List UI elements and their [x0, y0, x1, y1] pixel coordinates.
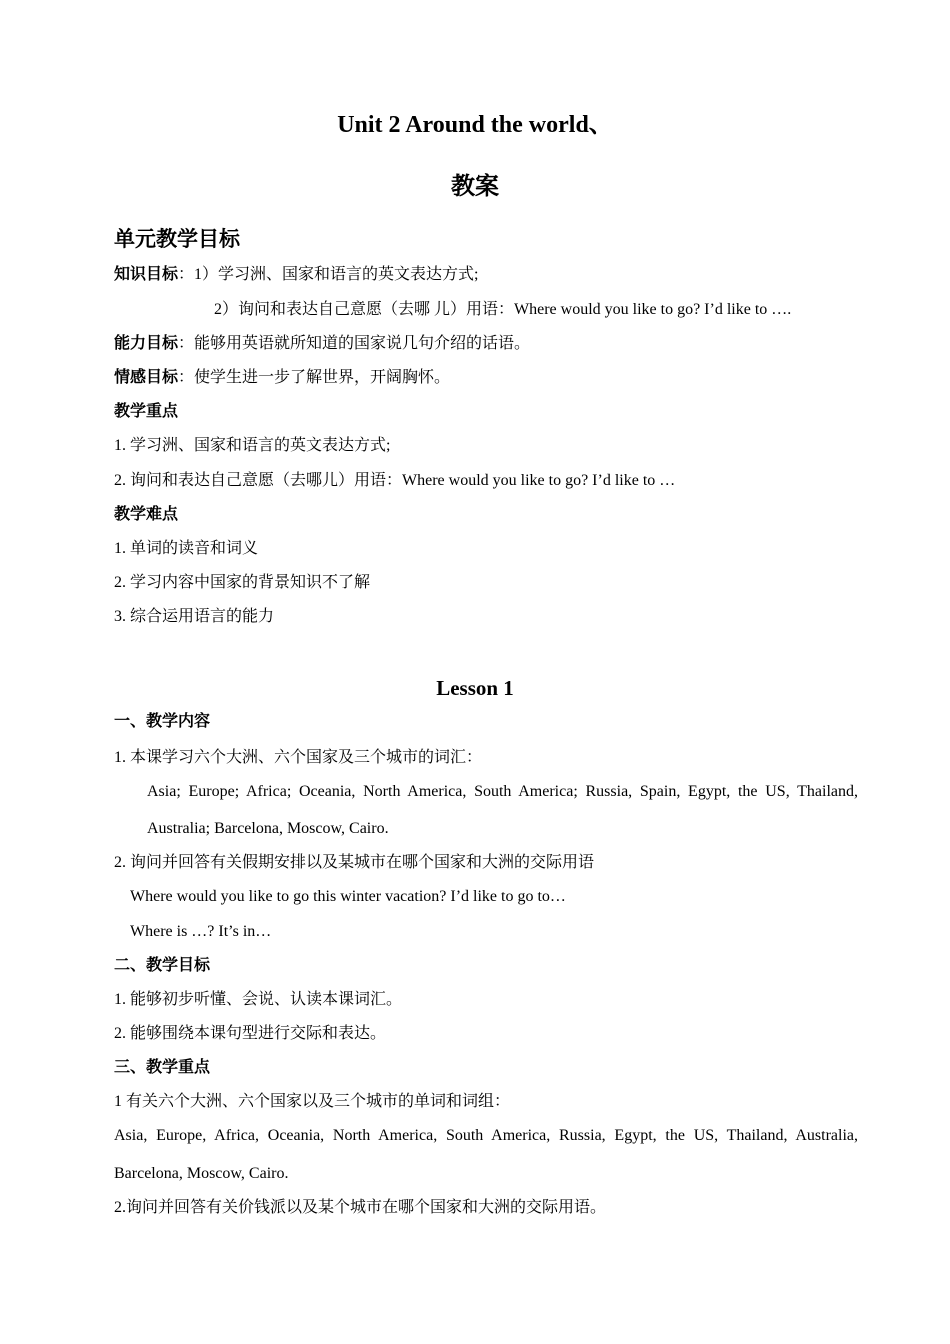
list-item: 3. 综合运用语言的能力: [114, 608, 275, 625]
key-vocab-line-2: Barcelona, Moscow, Cairo.: [114, 1165, 289, 1182]
goals-heading: 二、教学目标: [114, 957, 211, 974]
emotion-goal-sep: ：: [178, 369, 195, 386]
knowledge-goal-label: 知识目标: [114, 266, 179, 283]
ability-goal-text: 能够用英语就所知道的国家说几句介绍的话语。: [194, 335, 531, 352]
list-item: 1. 能够初步听懂、会说、认读本课词汇。: [114, 991, 403, 1008]
emotion-goal: [114, 368, 450, 388]
unit-goals-heading: 单元教学目标: [114, 227, 240, 251]
ability-goal-label: 能力目标: [114, 335, 179, 352]
dialog-line-1: Where would you like to go this winter vacation? I’d like to go to…: [130, 888, 566, 905]
key-item-1: 1 有关六个大洲、六个国家以及三个城市的单词和词组：: [114, 1093, 511, 1110]
content-item-1: 1. 本课学习六个大洲、六个国家及三个城市的词汇：: [114, 749, 483, 766]
content-heading: 一、教学内容: [114, 713, 211, 730]
emotion-goal-text: 使学生进一步了解世界，开阔胸怀。: [194, 369, 451, 386]
lesson-title: Lesson 1: [436, 676, 514, 700]
key-item-2: 2.询问并回答有关价钱派以及某个城市在哪个国家和大洲的交际用语。: [114, 1199, 607, 1216]
key-points-heading: 教学重点: [114, 403, 179, 420]
vocab-line-1: Asia; Europe; Africa; Oceania, North America, South America; Russia, Spain, Egypt, the US, Thailand,: [147, 783, 858, 800]
key-vocab-line-1: Asia, Europe, Africa, Oceania, North America, South America, Russia, Egypt, the US, Thailand, Australia,: [114, 1127, 858, 1144]
knowledge-goal-item-2: 2）询问和表达自己意愿（去哪 儿）用语：Where would you like to go? I’d like to ….: [214, 301, 792, 318]
ability-goal: [114, 334, 530, 354]
knowledge-goal-sep: ：: [178, 266, 195, 283]
document-title: Unit 2 Around the world、: [337, 112, 613, 138]
knowledge-goal-item-1: 1）学习洲、国家和语言的英文表达方式;: [194, 266, 479, 283]
key-heading: 三、教学重点: [114, 1059, 211, 1076]
list-item: 2. 能够围绕本课句型进行交际和表达。: [114, 1025, 387, 1042]
list-item: 2. 学习内容中国家的背景知识不了解: [114, 574, 371, 591]
list-item: 2. 询问和表达自己意愿（去哪儿）用语：Where would you like to go? I’d like to …: [114, 472, 676, 489]
content-item-2: 2. 询问并回答有关假期安排以及某城市在哪个国家和大洲的交际用语: [114, 854, 595, 871]
knowledge-goal: [114, 265, 478, 285]
list-item: 1. 学习洲、国家和语言的英文表达方式;: [114, 437, 391, 454]
emotion-goal-label: 情感目标: [114, 369, 179, 386]
document-subtitle: 教案: [451, 174, 499, 200]
vocab-line-2: Australia; Barcelona, Moscow, Cairo.: [147, 820, 389, 837]
ability-goal-sep: ：: [178, 335, 195, 352]
dialog-line-2: Where is …? It’s in…: [130, 923, 272, 940]
difficulties-heading: 教学难点: [114, 506, 179, 523]
list-item: 1. 单词的读音和词义: [114, 540, 259, 557]
